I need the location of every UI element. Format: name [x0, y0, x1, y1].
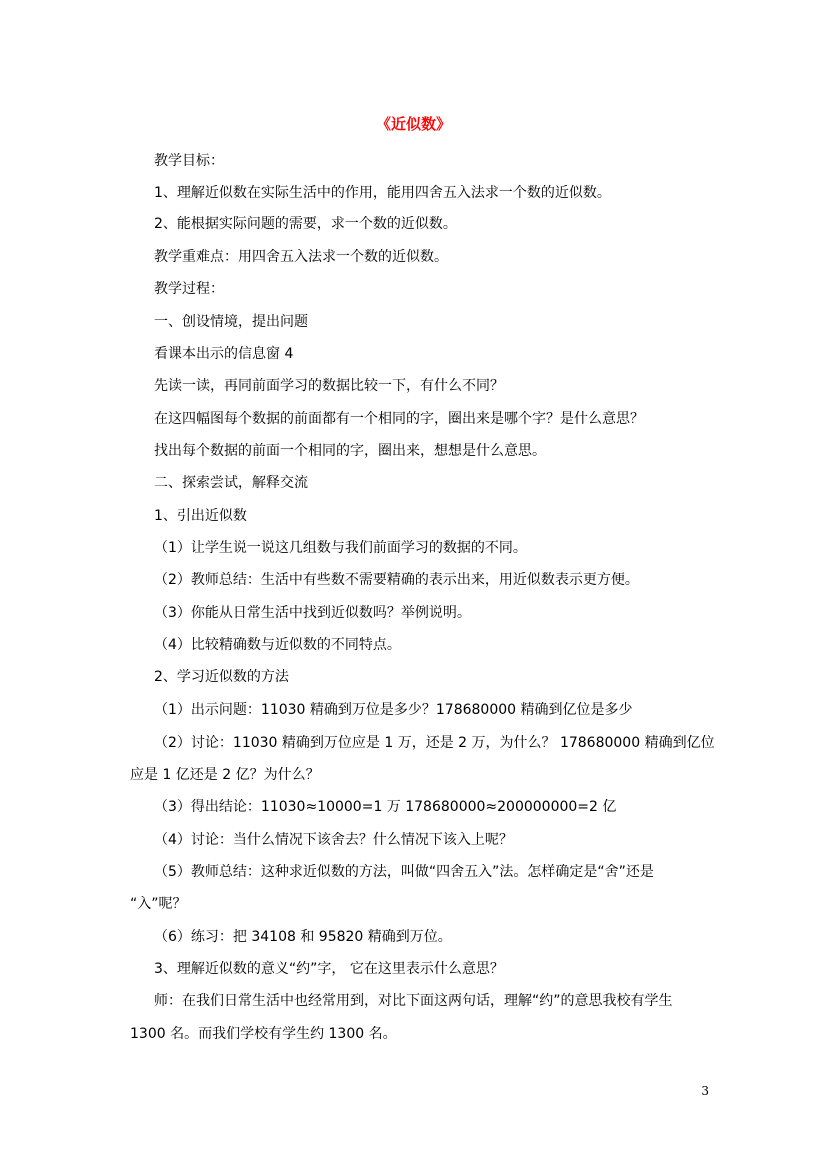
text-line: （4）讨论：当什么情况下该舍去？什么情况下该入上呢？ [154, 832, 513, 848]
text-line: 一、创设情境，提出问题 [154, 314, 308, 330]
text-line: 看课本出示的信息窗 4 [154, 346, 294, 362]
text-line: 2、学习近似数的方法 [154, 669, 289, 685]
text-line: 1、引出近似数 [154, 508, 247, 524]
page-number: 3 [701, 1084, 709, 1098]
text-line: 师：在我们日常生活中也经常用到，对比下面这两句话，理解“约”的意思我校有学生 [154, 993, 673, 1009]
text-line: （4）比较精确数与近似数的不同特点。 [154, 637, 401, 653]
document-title: 《近似数》 [375, 115, 451, 133]
text-line: 在这四幅图每个数据的前面都有一个相同的字，圈出来是哪个字？是什么意思？ [154, 411, 644, 427]
text-line: （6）练习：把 34108 和 95820 精确到万位。 [154, 929, 452, 945]
text-line: 二、探索尝试，解释交流 [154, 475, 308, 491]
text-line: “入”呢？ [130, 896, 187, 912]
text-line: 1、理解近似数在实际生活中的作用，能用四舍五入法求一个数的近似数。 [154, 185, 611, 201]
text-line: 3、理解近似数的意义“约”字， 它在这里表示什么意思？ [154, 961, 504, 977]
text-line: （3）得出结论：11030≈10000=1 万 178680000≈200000000=2 亿 [154, 799, 617, 815]
text-line: （2）讨论：11030 精确到万位应是 1 万，还是 2 万，为什么？ 178680000 精确到亿位 [154, 735, 715, 751]
text-line: （2）教师总结：生活中有些数不需要精确的表示出来，用近似数表示更方便。 [154, 572, 639, 588]
text-line: 应是 1 亿还是 2 亿？为什么？ [130, 767, 320, 783]
text-line: （5）教师总结：这种求近似数的方法，叫做“四舍五入”法。怎样确定是“舍”还是 [154, 864, 654, 880]
text-line: 教学过程： [154, 281, 224, 297]
text-line: 先读一读，再同前面学习的数据比较一下，有什么不同？ [154, 378, 504, 394]
text-line: 教学目标： [154, 153, 224, 169]
text-line: 教学重难点：用四舍五入法求一个数的近似数。 [154, 249, 448, 265]
text-line: 找出每个数据的前面一个相同的字，圈出来，想想是什么意思。 [154, 443, 546, 459]
text-line: （3）你能从日常生活中找到近似数吗？举例说明。 [154, 605, 471, 621]
text-line: 2、能根据实际问题的需要，求一个数的近似数。 [154, 216, 457, 232]
text-line: （1）让学生说一说这几组数与我们前面学习的数据的不同。 [154, 540, 527, 556]
text-line: （1）出示问题：11030 精确到万位是多少？178680000 精确到亿位是多少 [154, 702, 633, 718]
text-line: 1300 名。而我们学校有学生约 1300 名。 [130, 1026, 397, 1042]
